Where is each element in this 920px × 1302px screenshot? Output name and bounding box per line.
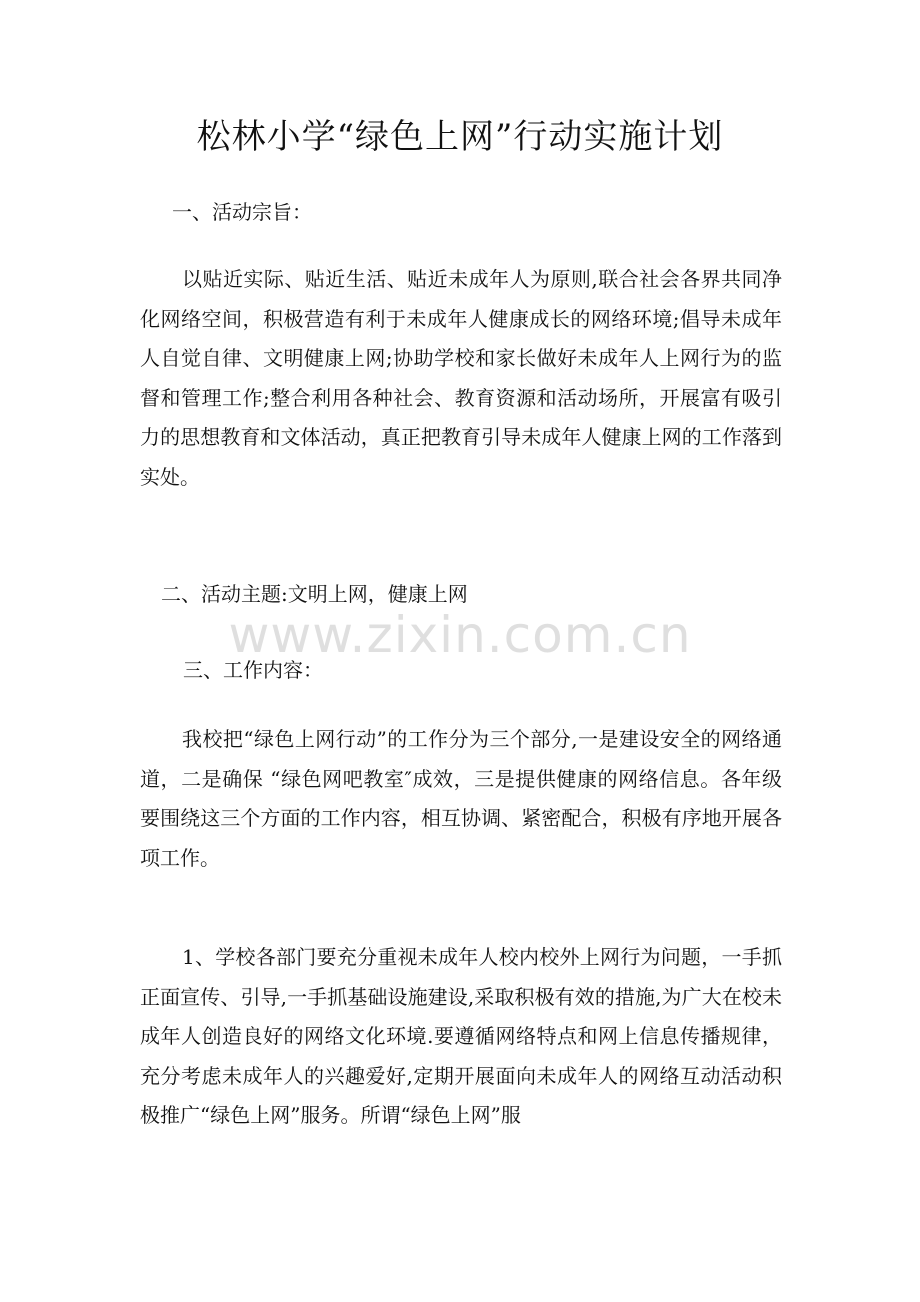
- document-title: 松林小学“绿色上网”行动实施计划: [196, 117, 724, 157]
- paragraph-purpose: 以贴近实际、贴近生活、贴近未成年人为原则,联合社会各界共同净化网络空间，积极营造有利于未成年人健康成长的网络环境;倡导未成年人自觉自律、文明健康上网;协助学校和家长做好未成年人上网行为的监督和管理工作;整合利用各种社会、教育资源和活动场所，开展富有吸引力的思想教育和文体活动，真正把教育引导未成年人健康上网的工作落到实处。: [140, 267, 782, 489]
- paragraph-work-overview: 我校把“绿色上网行动”的工作分为三个部分,一是建设安全的网络通道，二是确保 “绿色网吧教室″成效，三是提供健康的网络信息。各年级要围绕这三个方面的工作内容，相互协调、紧密配合，积极有序地开展各项工作。: [140, 727, 782, 870]
- section-heading-work-content: 三、工作内容：: [183, 658, 323, 682]
- section-heading-theme: 二、活动主题:文明上网，健康上网: [161, 582, 468, 606]
- section-heading-purpose: 一、活动宗旨：: [172, 200, 312, 224]
- paragraph-item-1: 1、学校各部门要充分重视未成年人校内校外上网行为问题，一手抓正面宣传、引导,一手抓基础设施建设,采取积极有效的措施,为广大在校未成年人创造良好的网络文化环境.要遵循网络特点和网上信息传播规律，充分考虑未成年人的兴趣爱好,定期开展面向未成年人的网络互动活动积极推广“绿色上网”服务。所谓“绿色上网”服: [140, 945, 782, 1127]
- watermark-text: www.zixin.com.cn: [228, 606, 692, 664]
